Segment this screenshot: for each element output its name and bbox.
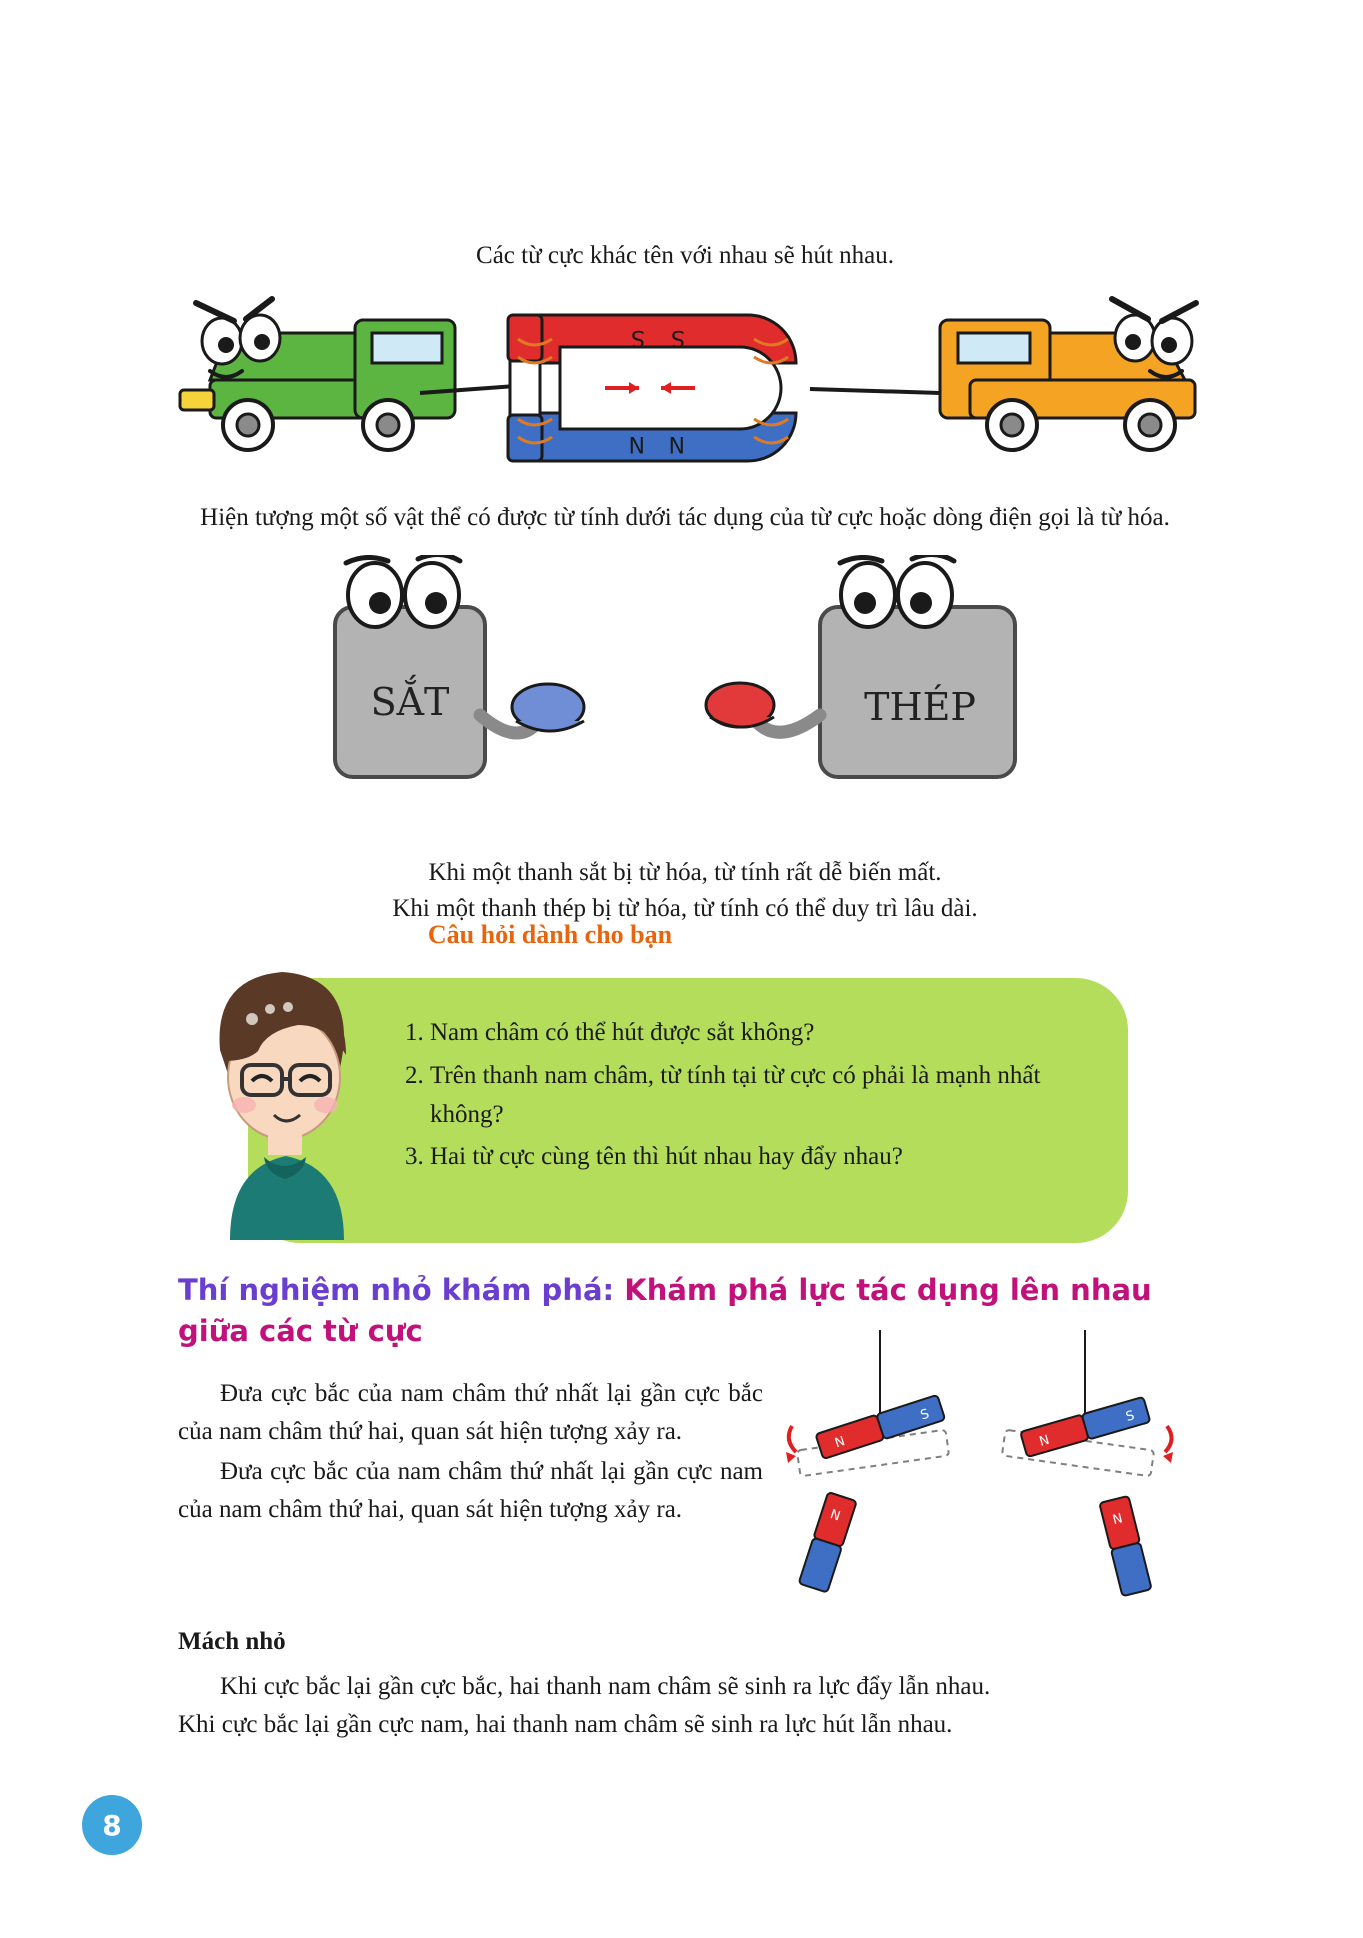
figure-experiment-magnets [770, 1330, 1190, 1610]
svg-text:THÉP: THÉP [864, 685, 976, 729]
svg-text:N: N [668, 431, 685, 456]
experiment-label: Thí nghiệm nhỏ khám phá: [178, 1273, 615, 1307]
paragraph-iron-line2: Khi một thanh thép bị từ hóa, từ tính có thể duy trì lâu dài. [392, 895, 978, 923]
paragraph-iron-steel [180, 855, 1190, 928]
svg-text:N: N [1111, 1511, 1125, 1529]
tip-line-2: Khi cực bắc lại gần cực nam, hai thanh nam châm sẽ sinh ra lực hút lẫn nhau. [178, 1711, 953, 1738]
paragraph-magnetization: Hiện tượng một số vật thể có được từ tính dưới tác dụng của từ cực hoặc dòng điện gọi là từ hóa. [200, 504, 1170, 531]
list-item: 2. Trên thanh nam châm, từ tính tại từ cực có phải là mạnh nhất không? [430, 1057, 1108, 1135]
experiment-body [178, 1375, 763, 1531]
svg-text:N: N [1037, 1432, 1052, 1450]
orange-car [940, 299, 1196, 450]
list-item: 3. Hai từ cực cùng tên thì hút nhau hay đẩy nhau? [430, 1138, 1108, 1177]
svg-text:S: S [631, 325, 645, 350]
svg-text:N: N [833, 1434, 848, 1452]
experiment-para-1: Đưa cực bắc của nam châm thứ nhất lại gần cực bắc của nam châm thứ hai, quan sát hiện tượng xảy ra. [178, 1380, 763, 1445]
svg-text:S: S [1124, 1408, 1137, 1425]
figure-cars-magnet [150, 285, 1220, 465]
tip-heading: Mách nhỏ [178, 1628, 286, 1655]
question-bubble [248, 978, 1128, 1243]
tip-line-1: Khi cực bắc lại gần cực bắc, hai thanh nam châm sẽ sinh ra lực đẩy lẫn nhau. [220, 1673, 991, 1700]
page-number: 8 [82, 1795, 142, 1855]
svg-text:S: S [671, 325, 685, 350]
question-section-heading: Câu hỏi dành cho bạn [427, 920, 673, 949]
experiment-para-2: Đưa cực bắc của nam châm thứ nhất lại gần cực nam của nam châm thứ hai, quan sát hiện tượng xảy ra. [178, 1458, 763, 1523]
svg-text:N: N [828, 1507, 843, 1525]
green-car [180, 299, 455, 450]
paragraph-iron-line1: Khi một thanh sắt bị từ hóa, từ tính rất dễ biến mất. [428, 859, 942, 886]
question-list [388, 1014, 1108, 1181]
tip-body [178, 1668, 1188, 1744]
svg-text:SẮT: SẮT [370, 680, 450, 724]
list-item: 1. Nam châm có thể hút được sắt không? [430, 1014, 1108, 1053]
svg-text:N: N [628, 431, 645, 456]
figure-iron-steel [320, 555, 1060, 805]
experiment-left [786, 1330, 949, 1593]
steel-character [706, 555, 1015, 777]
iron-character [335, 555, 584, 777]
svg-text:S: S [918, 1406, 932, 1424]
boy-illustration [190, 965, 380, 1240]
top-caption: Các từ cực khác tên với nhau sẽ hút nhau. [476, 242, 894, 269]
experiment-title: Khám phá lực tác dụng lên nhau giữa các từ cực [178, 1273, 1152, 1349]
horseshoe-magnet [508, 315, 796, 461]
experiment-right [1002, 1330, 1173, 1596]
